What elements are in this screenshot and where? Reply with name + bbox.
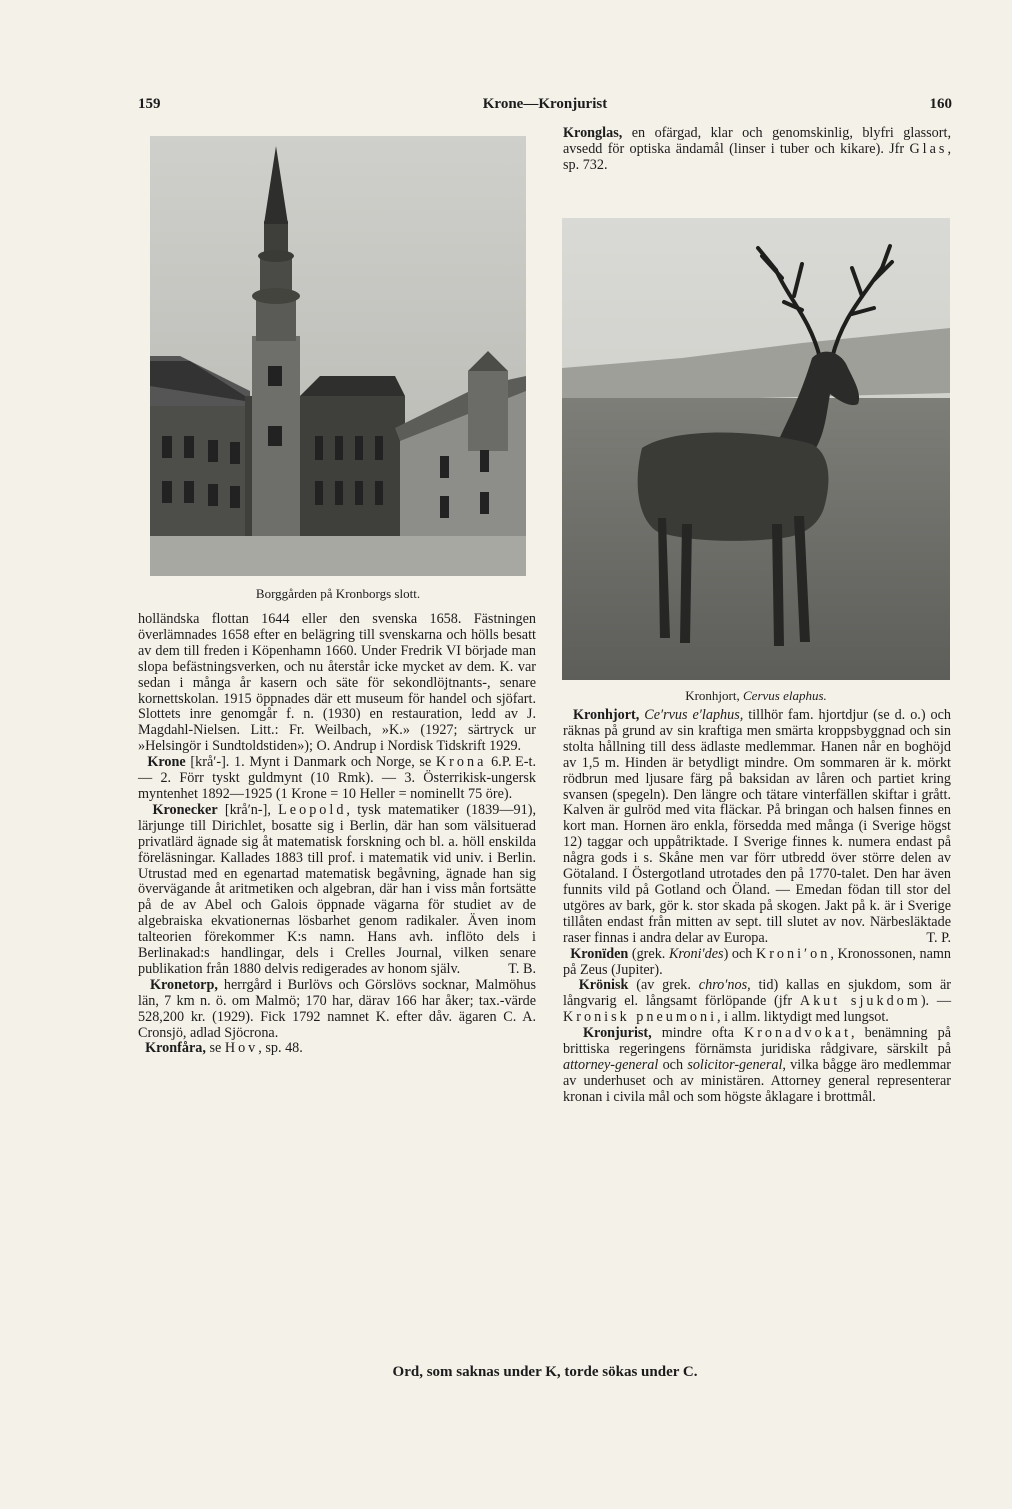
headword-kronhjort: Kronhjort, — [572, 707, 640, 723]
column-left — [138, 612, 536, 1057]
greek-term: chro′nos — [698, 977, 748, 994]
deer-illustration — [562, 218, 950, 680]
headword-kronisk: Krönisk — [578, 977, 629, 994]
headword-krone: Krone — [147, 754, 186, 771]
entry-text: och — [658, 1056, 688, 1073]
legal-term: attorney-general — [563, 1056, 659, 1073]
entry-krone — [138, 755, 536, 803]
headword-kronecker: Kronecker — [152, 801, 218, 818]
deer-caption — [562, 688, 950, 704]
cross-reference: Kronisk pneumoni — [563, 1009, 718, 1026]
entry-text: , tid) kallas en sjukdom, som är långvarig el. långsamt förlöpande (jfr — [563, 977, 952, 1010]
page-number-right: 160 — [929, 96, 952, 112]
running-title: Krone—Kronjurist — [482, 96, 608, 112]
entry-text: , vilka bågge äro medlemmar av underhuset och av ministären. Attorney general representerar kronan i civila mål och som högste åklagare i brottmål. — [563, 1056, 951, 1105]
entry-kronglas — [563, 126, 951, 174]
castle-illustration — [150, 136, 526, 576]
entry-text: , benämning på brittiska regeringens förnämsta juridiska rådgivare, särskilt på — [563, 1025, 952, 1058]
entry-text: , tysk matematiker (1839—91), lärjunge till Dirichlet, bosatte sig i Berlin, där han som välsituerad privatlärd ägnade sig åt matematisk forskning och bl. a. höll enskilda föreläsningar. Kallades 1883 till prof. i matematik vid univ. i Berlin. Utrustad med en egenartad matematisk begåvning, ägnade han sig övervägande åt aritmetiken och algebran, där han i viss mån fortsätte på de av Abel och Galois öppnade vägarna för studiet av de algebraiska ekvationernas lösbarhet genom radikaler. Även inom talteorien förekommer K:s namn. Hans avh. inflöto dels i Berlinakad:s handlingar, dels i Crelles Journal, vilken senare publikation från 1880 delvis redigerades av honom själv. — [138, 801, 536, 977]
entry-text: ). — — [920, 993, 952, 1010]
entry-text: (grek. — [628, 945, 669, 962]
entry-text: , sp. 732. — [563, 140, 951, 173]
entry-text: se — [205, 1040, 225, 1057]
entry-text: (av grek. — [628, 977, 699, 994]
signature: T. B. — [508, 960, 536, 977]
greek-term: Kroni′des — [668, 945, 724, 962]
page-header — [138, 96, 952, 120]
headword-kronglas: Kronglas, — [563, 125, 623, 141]
entry-kronfara — [138, 1041, 536, 1057]
cross-reference: Akut sjukdom — [799, 993, 921, 1010]
headword-kronjurist: Kronjurist, — [583, 1025, 652, 1042]
entry-text: [krå′-]. 1. Mynt i Danmark och Norge, se — [185, 754, 436, 771]
page-number-left: 159 — [138, 96, 161, 112]
entry-text: tillhör fam. hjortdjur (se d. o.) och räknas på grund av sin kraftiga men smärta kroppsbyggnad och sin stolta hållning till dess ädlaste medlemmar. Hanen når en boghöjd av 1,5 m. Hinden är betydligt mindre. Om sommaren är k. mörkt rödbrun med ljusare färg på baksidan av låren och partiet kring svansen (spegeln). Den längre och tätare vinterfällen skiftar i grått. Kalven är gulröd med vita fläckar. På bringan och halsen finnes en kort man. Hornen äro enkla, försedda med många (i Sverige högst 12) taggar och uppåtriktade. I Sverige finnes k. numera endast på några gods i s. Skåne men var förr utbredd över större delen av Götaland. I Östergotland utrotades den på 1770-talet. Den har även funnits vild på Gotland och Öland. — Emedan födan till stor del utgöres av bark, gör k. stor skada på skogen. Jakt på k. är i Sverige tillåten endast från mitten av sept. till slutet av nov. Närbesläktade raser finnas i andra delar av Europa. — [563, 707, 952, 946]
signature: P. E-t. — [501, 754, 536, 771]
entry-text: herrgård i Burlövs och Görslövs socknar, Malmöhus län, 7 km n. ö. om Malmö; 170 har, därav 166 har åker; tax.-värde 528,200 kr. (1929). Fick 1792 namnet K. efter dåv. ägaren C. A. Cronsjö, adlad Sjöcrona. — [138, 976, 536, 1041]
legal-term: solicitor-general — [687, 1056, 783, 1073]
entry-text: en ofärgad, klar och genomskinlig, blyfri glassort, avsedd för optiska ändamål (linser i tuber och kikare). Jfr — [563, 125, 951, 157]
column-right — [563, 708, 951, 1106]
entry-text: holländska flottan 1644 eller den svenska 1658. Fästningen överlämnades 1658 efter en belägring till svenskarna och hölls besatt av dem till freden i Köpenhamn 1660. Under Fredrik VI började man slopa befästningsverken, och nu återstår icke mycket av dem. K. var sedan i många år kasern och säte för sekondlöjtnants-, senare kornettskolan. 1915 öppnades där ett museum för handel och sjöfart. Slottets inre genomgår f. n. (1930) en restauration, ledd av J. Magdahl-Nielsen. Litt.: Fr. Weilbach, »K.» (1927; särtryck ur »Helsingör i Sundtoldstiden»); O. Andrup i Nordisk Tidskrift 1929. — [138, 611, 536, 755]
entry-text: 6. — 2. Förr tyskt guldmynt (10 Rmk). — 3. Österrikisk-ungersk myntenhet 1892—1925 (1 Krone = 10 Heller = nominellt 75 öre). — [138, 754, 536, 802]
entry-text: , sp. 48. — [258, 1040, 303, 1057]
entry-text: ) och — [723, 945, 756, 962]
entry-kronisk — [563, 978, 951, 1026]
cross-reference: Kronadvokat — [743, 1025, 852, 1042]
cross-reference: Glas — [909, 140, 948, 157]
deer-photo — [562, 218, 950, 680]
castle-caption: Borggården på Kronborgs slott. — [255, 586, 421, 601]
entry-text: , Kronossonen, namn på Zeus (Jupiter). — [563, 945, 952, 978]
person-name: Leopold — [278, 801, 347, 818]
signature: T. P. — [926, 929, 951, 946]
footer-note: Ord, som saknas under K, torde sökas under C. — [392, 1364, 698, 1380]
headword-kroniden: Kronïden — [570, 945, 629, 962]
cross-reference: Kroni′on — [755, 945, 831, 962]
castle-photo — [150, 136, 526, 576]
entry-kronecker — [138, 803, 536, 978]
cross-reference: Krona — [435, 754, 487, 771]
entry-kronhjort — [563, 708, 951, 947]
entry-text: [krå′n-], — [217, 801, 279, 818]
entry-text: , i allm. liktydigt med lungsot. — [717, 1009, 889, 1026]
headword-kronetorp: Kronetorp, — [149, 976, 218, 993]
latin-name: Ce′rvus e′laphus, — [639, 707, 744, 723]
deer-caption-text: Kronhjort, — [685, 688, 743, 703]
entry-text: mindre ofta — [651, 1025, 744, 1042]
entry-kronjurist — [563, 1026, 951, 1106]
cross-reference: Hov — [224, 1040, 259, 1057]
deer-caption-latin: Cervus elaphus. — [743, 688, 827, 703]
entry-kroniden — [563, 947, 951, 979]
headword-kronfara: Kronfåra, — [145, 1040, 206, 1057]
column-right-top — [563, 126, 951, 174]
entry-kronetorp — [138, 978, 536, 1042]
